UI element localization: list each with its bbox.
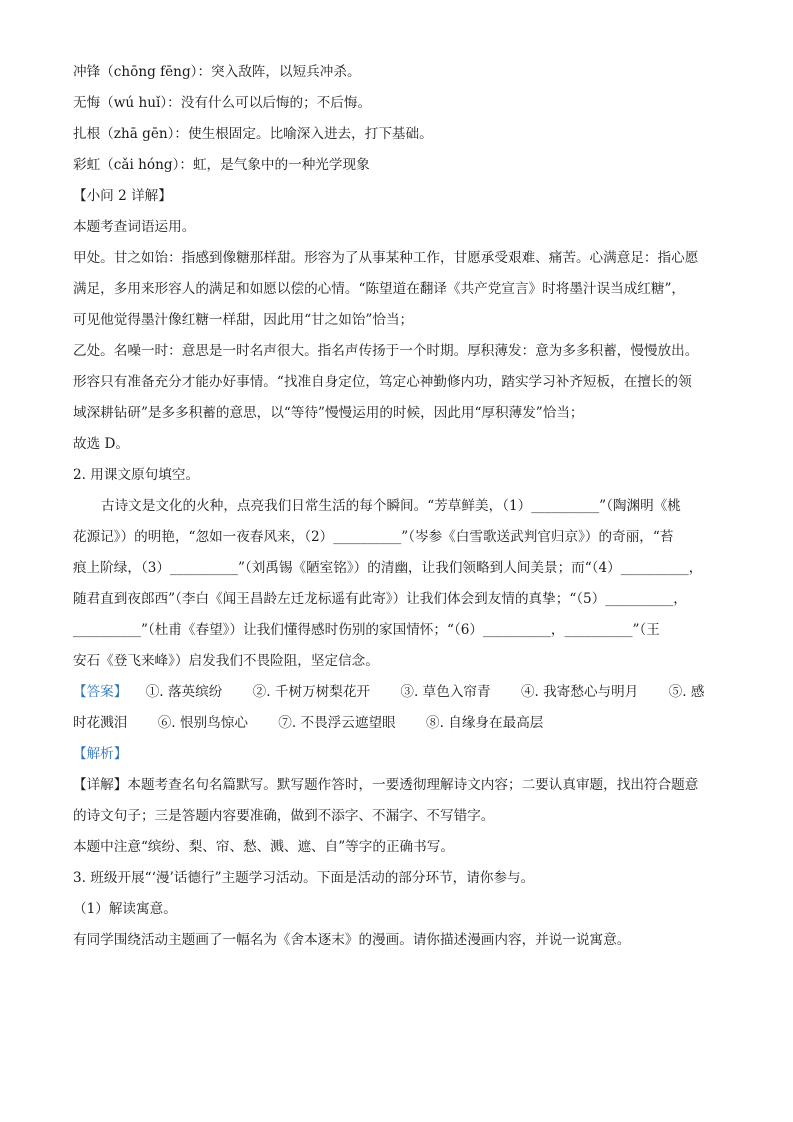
answer-item: ⑥. 恨别鸟惊心 — [157, 715, 248, 731]
text-line: 随君直到夜郎西”（李白《闻王昌龄左迁龙标遥有此寄》）让我们体会到友情的真挚；“（5）__________， — [73, 591, 687, 607]
text-line: 可见他觉得墨汁像红糖一样甜，因此用“甘之如饴”恰当； — [73, 312, 414, 328]
text-line: 形容只有准备充分才能办好事情。“找准自身定位，笃定心神勤修内功，踏实学习补齐短板，在擅长的领 — [73, 374, 692, 390]
text-line: 甲处。甘之如饴：指感到像糖那样甜。形容为了从事某种工作，甘愿承受艰难、痛苦。心满意足：指心愿 — [73, 250, 699, 266]
analysis-tag: 【解析】 — [73, 746, 128, 762]
answer-item: ④. 我寄愁心与明月 — [520, 684, 639, 700]
answer-line — [73, 677, 723, 708]
answer-item: ①. 落英缤纷 — [145, 684, 223, 700]
answer-item: 时花溅泪 — [73, 715, 128, 731]
answer-line — [73, 708, 723, 739]
text-line: 痕上阶绿，（3）__________”（刘禹锡《陋室铭》）的清幽，让我们领略到人间美景；而“（4）__________， — [73, 560, 703, 576]
text-line: 有同学围绕活动主题画了一幅名为《舍本逐末》的漫画。请你描述漫画内容，并说一说寓意。 — [73, 932, 631, 948]
text-line: 安石《登飞来峰》）启发我们不畏险阻，坚定信念。 — [73, 653, 379, 669]
answer-tag: 【答案】 — [73, 684, 128, 700]
text-line: 【详解】本题考查名句名篇默写。默写题作答时，一要透彻理解诗文内容；二要认真审题，找出符合题意 — [73, 777, 699, 793]
answer-item: ⑦. 不畏浮云遮望眼 — [278, 715, 396, 731]
document-page — [73, 57, 723, 956]
text-line: 域深耕钻研”是多多积蓄的意思，以“等待”慢慢运用的时候，因此用“厚积薄发”恰当； — [73, 405, 584, 421]
text-line: （1）解读寓意。 — [73, 901, 177, 917]
text-line: 古诗文是文化的火种，点亮我们日常生活的每个瞬间。“芳草鲜美，（1）__________”（陶渊明《桃 — [101, 498, 681, 514]
text-line: 本题考查词语运用。 — [73, 219, 196, 235]
answer-item: ⑤. 感 — [668, 684, 705, 700]
text-line: 故选 D。 — [73, 436, 130, 452]
answer-item: ③. 草色入帘青 — [400, 684, 491, 700]
answer-item: ⑧. 自缘身在最高层 — [425, 715, 544, 731]
text-line: 彩虹（cǎi hóng）：虹，是气象中的一种光学现象 — [73, 157, 370, 173]
question-title: 3. 班级开展“‘漫’话德行”主题学习活动。下面是活动的部分环节，请你参与。 — [73, 870, 535, 886]
text-line: 无悔（wú huǐ）：没有什么可以后悔的；不后悔。 — [73, 95, 372, 111]
text-line: 花源记》）的明艳，“忽如一夜春风来，（2）__________”（岑参《白雪歌送武判官归京》）的奇丽，“苔 — [73, 529, 674, 545]
question-title: 2. 用课文原句填空。 — [73, 467, 200, 483]
text-line: __________”（杜甫《春望》）让我们懂得感时伤别的家国情怀；“（6）__________，__________”（王 — [73, 622, 660, 638]
text-line: 的诗文句子；三是答题内容要准确，做到不添字、不漏字、不写错字。 — [73, 808, 495, 824]
text-line: 本题中注意“缤纷、梨、帘、愁、溅、遮、自”等字的正确书写。 — [73, 839, 454, 855]
text-line: 冲锋（chōng fēng）：突入敌阵，以短兵冲杀。 — [73, 64, 361, 80]
text-line: 乙处。名噪一时：意思是一时名声很大。指名声传扬于一个时期。厚积薄发：意为多多积蓄，慢慢放出。 — [73, 343, 699, 359]
answer-item: ②. 千树万树梨花开 — [252, 684, 371, 700]
text-line: 满足，多用来形容人的满足和如愿以偿的心情。“陈望道在翻译《共产党宣言》时将墨汁误当成红糖”， — [73, 281, 686, 297]
section-heading: 【小问 2 详解】 — [73, 188, 172, 204]
text-line: 扎根（zhā gēn）：使生根固定。比喻深入进去，打下基础。 — [73, 126, 433, 142]
